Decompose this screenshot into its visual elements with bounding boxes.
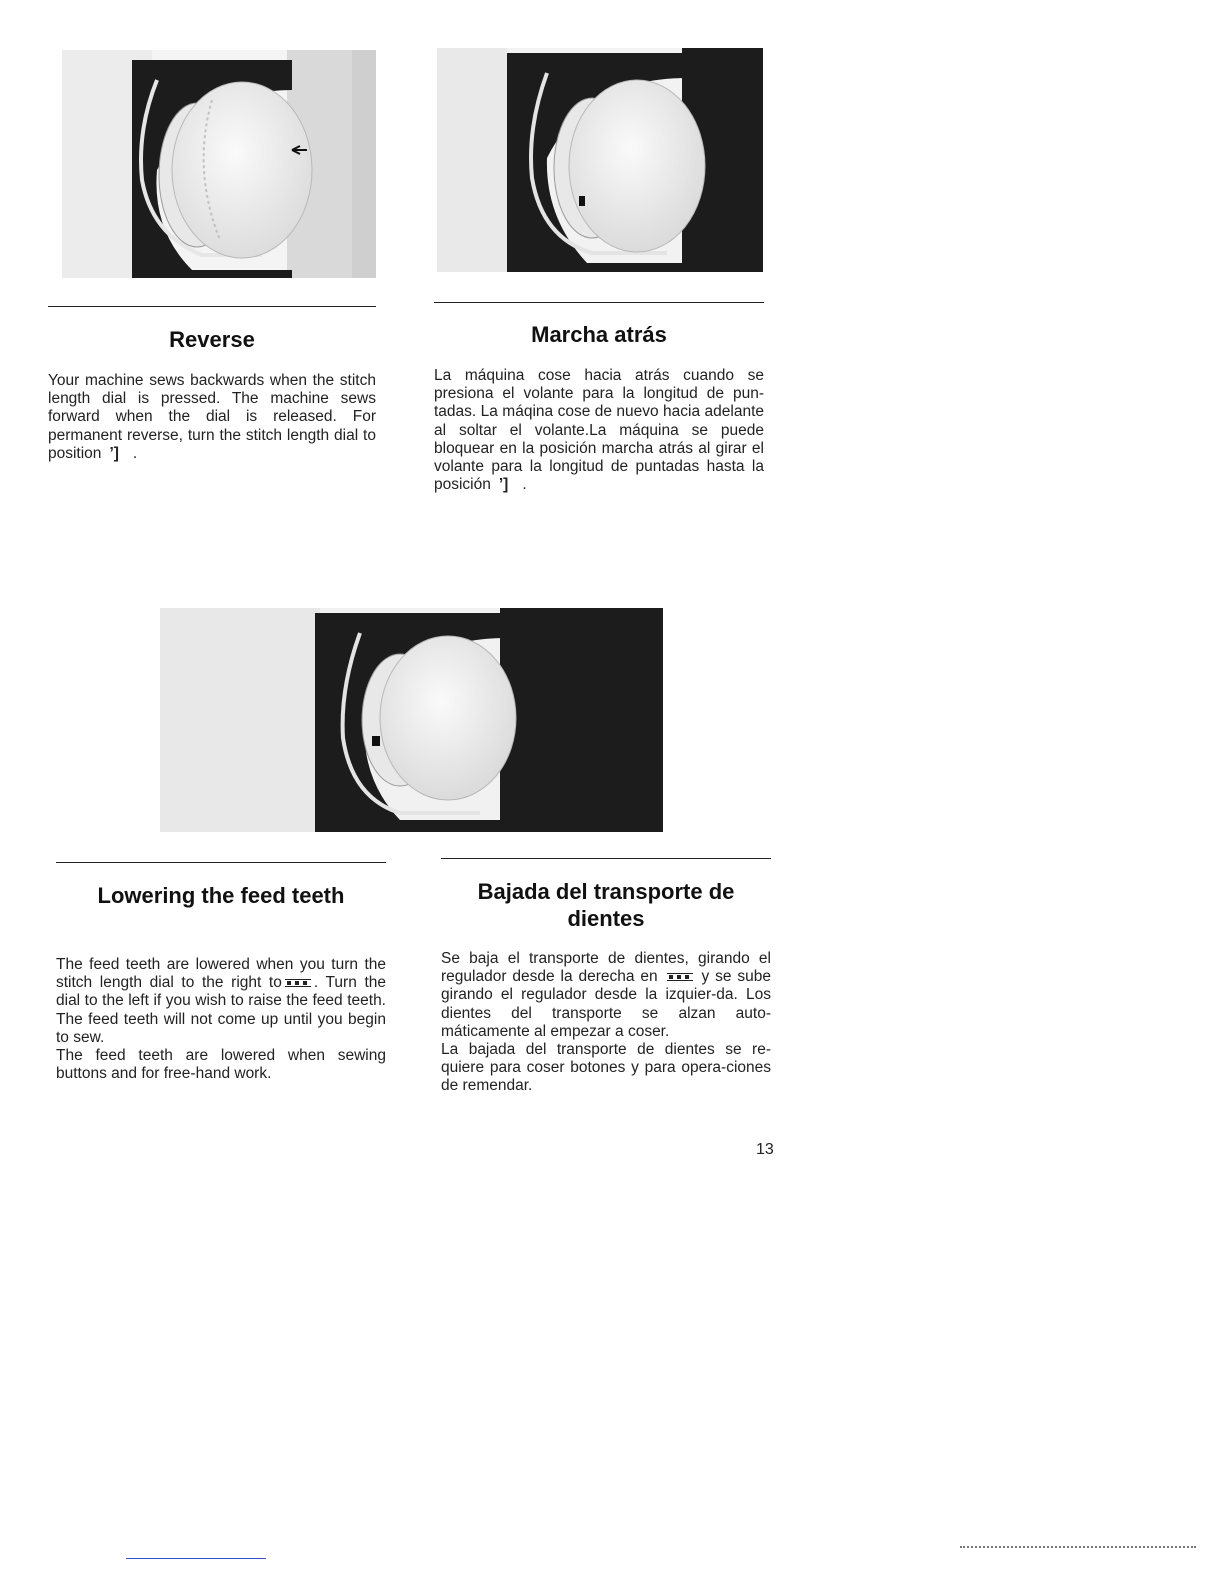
lowering-body-a: The feed teeth are lowered when you turn the stitch length dial to the right to	[56, 956, 386, 992]
divider-rule	[48, 306, 376, 307]
scan-edge-line	[126, 1558, 266, 1559]
section-title-bajada: Bajada del transporte de dientes	[477, 879, 735, 931]
scan-edge-line	[960, 1546, 1196, 1548]
divider-rule	[441, 858, 771, 859]
reverse-body: Your machine sews backwards when the stitch length dial is pressed. The machine sews forward when the dial is released. For permanent reverse, turn the stitch length dial to position	[48, 372, 376, 462]
reverse-paragraph: Your machine sews backwards when the stitch length dial is pressed. The machine sews forward when the dial is released. For permanent reverse, turn the stitch length dial to position ʼ] .	[48, 372, 376, 462]
marcha-body: La máquina cose hacia atrás cuando se presiona el volante para la longitud de pun-tadas. La máqina cose de nuevo hacia adelante al soltar el volante.La máquina se puede bloquear en la posición marcha atrás al girar el volante para la longitud de puntadas hasta la posición	[434, 367, 764, 494]
section-title-marcha-atras: Marcha atrás	[531, 322, 667, 347]
feed-teeth-photo	[160, 608, 663, 832]
marcha-paragraph: La máquina cose hacia atrás cuando se presiona el volante para la longitud de pun-tadas. La máqina cose de nuevo hacia adelante al soltar el volante.La máquina se puede bloquear en la posición marcha atrás al girar el volante para la longitud de puntadas hasta la posición ʼ] .	[434, 367, 764, 494]
bajada-body-a: Se baja el transporte de dientes, girando el regulador desde la derecha en	[441, 950, 771, 986]
reverse-photo	[62, 50, 376, 278]
section-title-reverse: Reverse	[169, 327, 255, 352]
feed-teeth-icon	[667, 973, 693, 981]
marcha-atras-photo	[437, 48, 763, 272]
bajada-paragraph	[441, 950, 771, 1096]
page-number: 13	[756, 1141, 774, 1158]
section-title-lowering: Lowering the feed teeth	[97, 883, 345, 908]
feed-dial-illustration	[160, 608, 663, 832]
lowering-body-b: . Turn the dial to the left if you wish to raise the feed teeth. The feed teeth will not come up until you begin to sew.	[56, 974, 387, 1046]
divider-rule	[434, 302, 764, 303]
feed-teeth-icon	[285, 979, 311, 987]
lowering-paragraph	[56, 956, 386, 1083]
bajada-body-c: La bajada del transporte de dientes se re-quiere para coser botones y para opera-ciones de remendar.	[441, 1041, 771, 1095]
marcha-symbol: ʼ]	[498, 476, 509, 494]
divider-rule	[56, 862, 386, 863]
bajada-body-b: y se sube girando el regulador desde la izquier-da. Los dientes del transporte se alzan auto-máticamente al empezar a coser.	[441, 968, 771, 1040]
lowering-body-c: The feed teeth are lowered when sewing buttons and for free-hand work.	[56, 1047, 386, 1083]
reverse-symbol: ʼ]	[109, 444, 119, 462]
marcha-dial-illustration	[437, 48, 763, 272]
reverse-dial-illustration	[62, 50, 376, 278]
